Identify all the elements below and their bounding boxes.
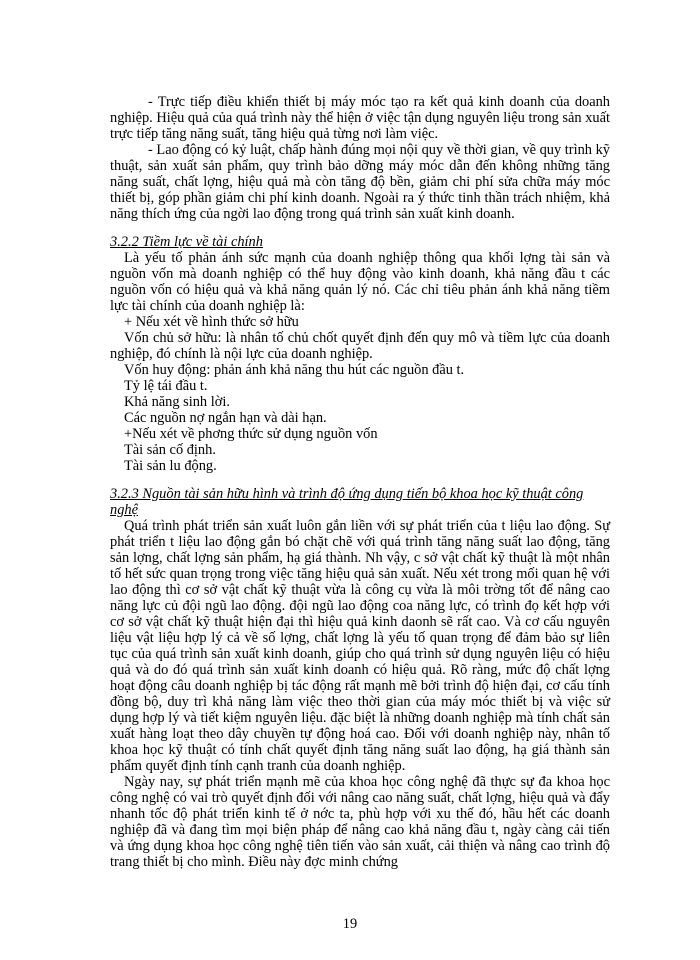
document-page (110, 94, 610, 870)
line-current-assets: Tài sản lu động. (124, 458, 217, 474)
paragraph-technology: Ngày nay, sự phát triển mạnh mẽ của khoa học công nghệ đã thực sự đa khoa học công nghệ có vai trò quyết định đối với nâng cao năng suất, chất lợng, hiệu quả và đẩy nhanh tốc độ phát triển kinh tế ở nớc ta, phù hợp với xu thế đó, hầu hết các doanh nghiệp đã và đang tìm mọi biện pháp để nâng cao khả năng đầu t, ngày càng cải tiến và ứng dụng khoa học công nghệ tiên tiến vào sản xuất, cải thiện và nâng cao trình độ trang thiết bị cho mình. Điều này đợc minh chứng (110, 774, 610, 870)
section-heading-323: 3.2.3 Nguồn tài sản hữu hình và trình độ ứng dụng tiến bộ khoa học kỹ thuật công nghệ (110, 486, 584, 518)
paragraph-financial-intro: Là yếu tố phản ánh sức mạnh của doanh nghiệp thông qua khối lợng tài sản và nguồn vốn mà doanh nghiệp có thể huy động vào kinh doanh, khả năng đầu t các nguồn vốn có hiệu quả và khả năng quản lý nó. Các chỉ tiêu phản ánh khả năng tiềm lực tài chính của doanh nghiệp là: (110, 250, 610, 314)
line-fixed-assets: Tài sản cố định. (124, 442, 216, 458)
line-mobilized-capital: Vốn huy động: phản ánh khả năng thu hút các nguồn đầu t. (124, 362, 465, 378)
line-profitability: Khả năng sinh lời. (124, 394, 230, 410)
paragraph-direct-control: - Trực tiếp điều khiển thiết bị máy móc tạo ra kết quả kinh doanh của doanh nghiệp. Hiệu quả của quá trình này thể hiện ở việc tận dụng nguyên liệu trong sản xuất trực tiếp tăng năng suất, tăng hiệu quả từng nơi làm việc. (110, 94, 610, 142)
section-heading-322: 3.2.2 Tiềm lực về tài chính (110, 234, 263, 250)
page-number: 19 (342, 916, 358, 932)
paragraph-tangible-assets: Quá trình phát triển sản xuất luôn gắn liền với sự phát triển của t liệu lao động. Sự phát triển t liệu lao động gắn bó chặt chẽ với quá trình tăng năng suất lao động, tăng sản lợng, chất lợng sản phẩm, hạ giá thành. Nh vậy, c sở vật chất kỹ thuật là một nhân tố hết sức quan trọng trong việc tăng hiệu quả sản xuất. Nếu xét trong mối quan hệ với lao động thì cơ sở vật chất kỹ thuật vừa là công cụ vừa là môi trờng tốt để nâng cao năng lực củ đội ngũ lao động. đội ngũ lao động coa năng lực, có trình đọ kết hợp với cơ sở vật chất kỹ thuật hiện đại thì hiệu quả kinh daonh sẽ rất cao. Và cơ cấu nguyên liệu vật liệu hợp lý cả về số lợng, chất lợng là yếu tố quan trọng để đảm bảo sự liên tục của quá trình sản xuất kinh doanh, giúp cho quá trình sử dụng nguyên liệu có hiệu quả và do đó quá trình sản xuất kinh doanh có hiệu quả. Rõ ràng, mức độ chất lợng hoạt động câu doanh nghiệp bị tác động rất mạnh mẽ bởi trình độ hiện đại, cơ cấu tính đồng bộ, duy trì khả năng làm việc theo thời gian của máy móc thiết bị và việc sử dụng hợp lý và tiết kiệm nguyên liệu. đặc biệt là những doanh nghiệp mà tính chất sản xuất hàng loạt theo dây chuyền tự động hoá cao. Đối với doanh nghiệp này, nhân tố khoa học kỹ thuật có tính chất quyết định tăng năng suất lao động, hạ giá thành sản phẩm quyết định tính cạnh tranh của doanh nghiệp. (110, 518, 610, 774)
list-item-ownership: + Nếu xét về hình thức sở hữu (124, 314, 299, 330)
line-reinvestment-ratio: Tỷ lệ tái đầu t. (124, 378, 208, 394)
line-debt-sources: Các nguồn nợ ngắn hạn và dài hạn. (124, 410, 327, 426)
paragraph-labor-discipline: - Lao động có kỷ luật, chấp hành đúng mọi nội quy về thời gian, về quy trình kỹ thuật, sản xuất sản phẩm, quy trình bảo dỡng máy móc dẫn đến không những tăng năng suất, chất lợng, hiệu quả mà còn tăng độ bền, giảm chi phí sửa chữa máy móc thiết bị, góp phần giảm chi phí kinh doanh. Ngoài ra ý thức tinh thần trách nhiệm, khả năng thích ứng của ngời lao động trong quá trình sản xuất kinh doanh. (110, 142, 610, 222)
list-item-usage-method: +Nếu xét về phơng thức sử dụng nguồn vốn (124, 426, 378, 442)
paragraph-own-capital: Vốn chủ sở hữu: là nhân tố chủ chốt quyết định đến quy mô và tiềm lực của doanh nghiệp, đó chính là nội lực của doanh nghiệp. (110, 330, 610, 362)
